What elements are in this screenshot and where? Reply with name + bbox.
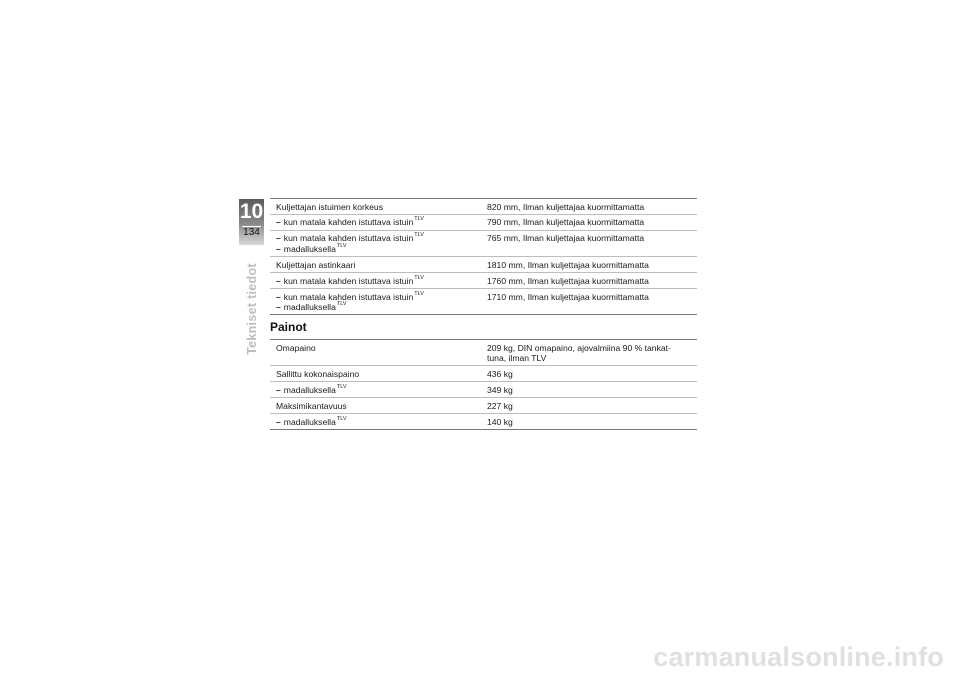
- table-row: [270, 273, 697, 289]
- chapter-tab: [239, 199, 264, 245]
- table-row: [270, 257, 697, 273]
- row-label: Kuljettajan astinkaari: [276, 259, 356, 270]
- table-row: [270, 382, 697, 398]
- table-row: [270, 366, 697, 382]
- row-value: 1710 mm, Ilman kuljettajaa kuormittamatta: [487, 291, 649, 302]
- table-row: [270, 340, 697, 366]
- row-value: 820 mm, Ilman kuljettajaa kuormittamatta: [487, 201, 645, 212]
- weights-table: [270, 339, 697, 430]
- site-watermark: carmanualsonline.info: [653, 642, 944, 672]
- row-value: 1760 mm, Ilman kuljettajaa kuormittamatta: [487, 275, 649, 286]
- row-label: – madalluksella$^{TLV}$: [276, 415, 347, 427]
- row-label: – kun matala kahden istuttava istuin$^{TLV}$ – madalluksella$^{TLV}$: [276, 232, 424, 254]
- table-row: [270, 288, 697, 314]
- row-label: – kun matala kahden istuttava istuin$^{TLV}$: [276, 216, 424, 228]
- table-row: [270, 214, 697, 230]
- table-row: [270, 230, 697, 256]
- row-label: Kuljettajan istuimen korkeus: [276, 201, 383, 212]
- row-label: Sallittu kokonaispaino: [276, 368, 360, 379]
- row-label: – kun matala kahden istuttava istuin$^{TLV}$: [276, 274, 424, 286]
- chapter-side-title: Tekniset tiedot: [245, 263, 259, 355]
- row-value: 209 kg, DIN omapaino, ajovalmiina 90 % tankat- tuna, ilman TLV: [487, 342, 671, 364]
- row-value: 436 kg: [487, 368, 513, 379]
- row-value: 227 kg: [487, 400, 513, 411]
- chapter-number: 10: [239, 200, 264, 223]
- section-heading-weights: Painot: [270, 320, 307, 334]
- table-row: [270, 414, 697, 430]
- row-label: Omapaino: [276, 342, 316, 353]
- row-label: Maksimikantavuus: [276, 400, 347, 411]
- seat-height-table: [270, 198, 697, 315]
- page-number: 134: [243, 227, 260, 238]
- row-label: – kun matala kahden istuttava istuin$^{TLV}$ – madalluksella$^{TLV}$: [276, 290, 424, 313]
- table-row: [270, 398, 697, 414]
- row-value: 765 mm, Ilman kuljettajaa kuormittamatta: [487, 233, 645, 244]
- row-value: 349 kg: [487, 384, 513, 395]
- row-value: 1810 mm, Ilman kuljettajaa kuormittamatta: [487, 259, 649, 270]
- row-value: 790 mm, Ilman kuljettajaa kuormittamatta: [487, 217, 645, 228]
- row-value: 140 kg: [487, 416, 513, 427]
- table-row: [270, 199, 697, 215]
- row-label: – madalluksella$^{TLV}$: [276, 383, 347, 395]
